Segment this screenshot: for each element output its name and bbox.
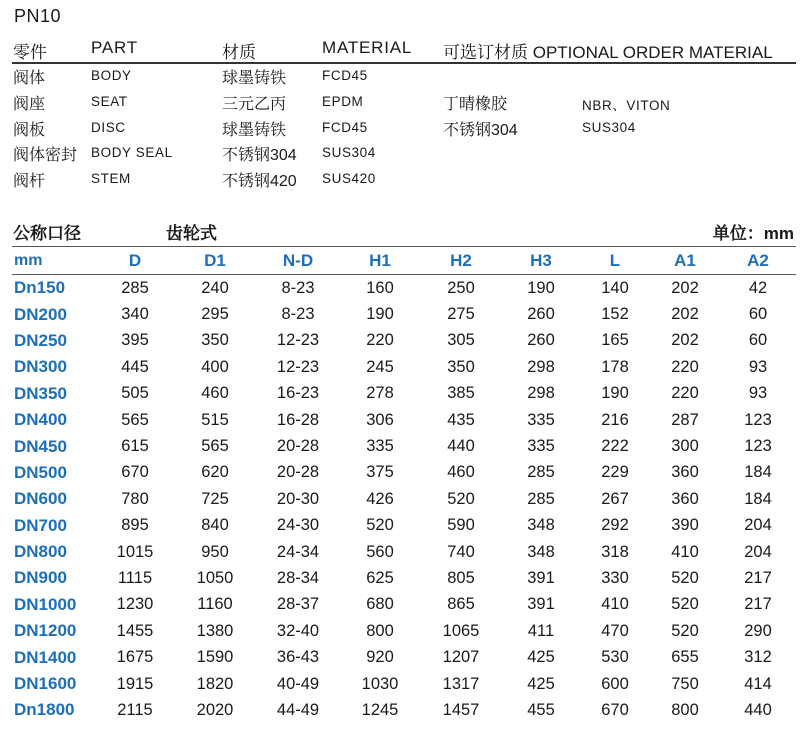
dimension-cell: 1380 (196, 621, 234, 640)
dimension-cell: 240 (201, 278, 229, 297)
dimension-cell: 340 (121, 305, 149, 324)
table-row (12, 644, 796, 670)
dimension-cell: 895 (121, 516, 149, 535)
nominal-size-cell: DN350 (14, 383, 67, 403)
column-header: D1 (174, 247, 256, 275)
part-en-cell: DISC (91, 119, 126, 135)
dimension-cell: 44-49 (276, 700, 320, 719)
dimension-cell: 306 (366, 410, 394, 429)
dimension-cell: 123 (744, 410, 772, 429)
dimension-cell: 460 (447, 463, 475, 482)
dimension-cell: 335 (527, 410, 555, 429)
table-row (12, 513, 796, 539)
part-cn-cell: 阀体 (13, 70, 46, 87)
dimension-cell: 220 (366, 331, 394, 350)
part-en-cell: BODY (91, 68, 132, 83)
dimension-cell: 260 (527, 331, 555, 350)
nominal-size-cell: Dn1800 (14, 700, 75, 720)
dimension-cell: 318 (601, 542, 629, 561)
material-row (0, 141, 804, 167)
dimension-cell: 16-23 (276, 384, 320, 403)
dimension-cell: 190 (366, 305, 394, 324)
table-row (12, 539, 796, 565)
materials-table (0, 64, 804, 193)
material-en-cell: SUS304 (322, 145, 376, 161)
dimension-cell: 93 (748, 384, 768, 403)
dimension-cell: 385 (447, 384, 475, 403)
dimension-cell: 560 (366, 542, 394, 561)
optional-cn-cell: 丁晴橡胶 (443, 95, 508, 113)
dimension-cell: 42 (748, 278, 768, 297)
dimension-cell: 202 (671, 305, 699, 324)
material-en-cell: FCD45 (322, 68, 368, 83)
dimension-cell: 290 (744, 621, 772, 640)
dimension-cell: 1915 (116, 674, 154, 693)
dimension-cell: 800 (366, 621, 394, 640)
dimension-cell: 298 (527, 357, 555, 376)
dimension-cell: 655 (671, 648, 699, 667)
dimension-cell: 600 (601, 674, 629, 693)
dimension-cell: 12-23 (276, 357, 320, 376)
dimension-cell: 1675 (116, 648, 154, 667)
dimension-cell: 285 (527, 489, 555, 508)
dimension-cell: 2115 (117, 700, 153, 719)
dimension-cell: 350 (447, 357, 475, 376)
dimension-cell: 348 (527, 516, 555, 535)
table-row (12, 618, 796, 644)
table-row (12, 354, 796, 380)
dimension-cell: 390 (671, 516, 699, 535)
part-cn-cell: 阀杆 (13, 173, 46, 191)
nominal-size-cell: DN200 (14, 304, 67, 324)
dimension-cell: 950 (201, 542, 229, 561)
table-row (12, 671, 796, 697)
dimension-cell: 1230 (116, 595, 154, 614)
table-row (12, 565, 796, 591)
dimension-cell: 440 (744, 700, 772, 719)
dimension-cell: 620 (201, 463, 229, 482)
dimension-cell: 670 (121, 463, 149, 482)
dimension-cell: 455 (527, 700, 555, 719)
table-row (12, 460, 796, 486)
nominal-size-cell: DN500 (14, 462, 67, 482)
nominal-size-cell: DN1200 (14, 621, 77, 641)
dimension-cell: 670 (601, 700, 629, 719)
dimension-cell: 1455 (116, 621, 154, 640)
nominal-size-cell: Dn150 (14, 278, 66, 298)
part-en-header: PART (91, 38, 138, 57)
dimension-cell: 260 (527, 305, 555, 324)
dimension-cell: 840 (201, 516, 229, 535)
dimension-cell: 295 (201, 305, 229, 324)
column-header: A1 (650, 247, 720, 275)
dimension-cell: 165 (601, 331, 629, 350)
operation-type-label: 齿轮式 (166, 224, 217, 243)
dimension-cell: 515 (201, 410, 229, 429)
dimension-cell: 414 (744, 674, 772, 693)
dimension-cell: 28-34 (276, 568, 320, 587)
dimension-cell: 1015 (116, 542, 154, 561)
dimension-cell: 217 (744, 595, 772, 614)
dimension-cell: 565 (121, 410, 149, 429)
dimension-cell: 395 (121, 331, 149, 350)
column-header: L (580, 247, 650, 275)
dimension-cell: 32-40 (276, 621, 320, 640)
material-en-header: MATERIAL (322, 38, 413, 57)
dimension-cell: 1820 (196, 674, 234, 693)
dimension-table-header (12, 247, 796, 275)
dimension-cell: 520 (447, 489, 475, 508)
dimension-cell: 865 (447, 595, 475, 614)
dimension-cell: 298 (527, 384, 555, 403)
dimension-cell: 440 (447, 437, 475, 456)
dimension-cell: 426 (366, 489, 394, 508)
nominal-size-cell: DN450 (14, 436, 67, 456)
dimension-cell: 360 (671, 489, 699, 508)
material-cn-header: 材质 (222, 43, 256, 62)
dimension-cell: 360 (671, 463, 699, 482)
dimension-cell: 1590 (196, 648, 234, 667)
dimension-cell: 530 (601, 648, 629, 667)
dimension-cell: 36-43 (276, 648, 320, 667)
column-header: H3 (502, 247, 580, 275)
dimension-cell: 24-30 (276, 516, 320, 535)
table-row (12, 301, 796, 327)
nominal-size-label: 公称口径 (13, 224, 81, 243)
dimension-cell: 375 (366, 463, 394, 482)
column-header: H1 (340, 247, 420, 275)
dimension-cell: 275 (447, 305, 475, 324)
material-cn-cell: 球墨铸铁 (222, 121, 287, 139)
dimension-cell: 435 (447, 410, 475, 429)
dimension-cell: 520 (671, 621, 699, 640)
column-header: A2 (720, 247, 796, 275)
dimension-cell: 278 (366, 384, 394, 403)
dimension-cell: 1245 (361, 700, 399, 719)
dimension-cell: 740 (447, 542, 475, 561)
dimension-cell: 445 (121, 357, 149, 376)
dimension-cell: 300 (671, 437, 699, 456)
dimension-cell: 285 (121, 278, 149, 297)
table-row (12, 697, 796, 723)
dimension-cell: 800 (671, 700, 699, 719)
dimension-cell: 285 (527, 463, 555, 482)
dimension-cell: 220 (671, 384, 699, 403)
dimension-cell: 615 (121, 437, 149, 456)
dimension-cell: 805 (447, 568, 475, 587)
dimension-cell: 520 (671, 595, 699, 614)
dimension-cell: 8-23 (281, 278, 315, 297)
dimension-cell: 1030 (361, 674, 399, 693)
table-row (12, 328, 796, 354)
nominal-size-cell: DN700 (14, 515, 67, 535)
dimension-cell: 216 (601, 410, 629, 429)
dimension-cell: 250 (447, 278, 475, 297)
dimension-cell: 565 (201, 437, 229, 456)
part-en-cell: SEAT (91, 93, 128, 109)
material-row (0, 90, 804, 116)
table-row (12, 433, 796, 459)
dimension-cell: 28-37 (276, 595, 320, 614)
dimension-cell: 93 (748, 357, 768, 376)
nominal-size-cell: DN250 (14, 330, 67, 350)
nominal-size-cell: DN1000 (14, 594, 77, 614)
dimension-cell: 335 (527, 437, 555, 456)
dimension-cell: 20-30 (276, 489, 320, 508)
nominal-size-cell: DN600 (14, 489, 67, 509)
column-header: H2 (420, 247, 502, 275)
dimension-cell: 1050 (196, 568, 234, 587)
dimension-cell: 60 (748, 305, 768, 324)
dimension-cell: 152 (601, 305, 629, 324)
dimension-cell: 350 (201, 331, 229, 350)
material-cn-cell: 不锈钢304 (222, 147, 297, 165)
optional-cn-cell: 不锈钢304 (443, 121, 518, 139)
pressure-class-title: PN10 (14, 6, 62, 26)
material-row (0, 116, 804, 142)
dimension-cell: 220 (671, 357, 699, 376)
dimension-cell: 202 (671, 278, 699, 297)
optional-en-cell: SUS304 (582, 119, 636, 135)
dimension-cell: 330 (601, 568, 629, 587)
dimension-cell: 16-28 (276, 410, 320, 429)
part-cn-cell: 阀座 (13, 95, 46, 113)
optional-en-cell: NBR、VITON (582, 97, 671, 113)
dimension-cell: 391 (527, 595, 555, 614)
table-row (12, 592, 796, 618)
dimension-cell: 470 (601, 621, 629, 640)
unit-label: 单位：mm (712, 224, 794, 243)
nominal-size-cell: DN1400 (14, 647, 77, 667)
dimension-cell: 245 (366, 357, 394, 376)
dimension-cell: 460 (201, 384, 229, 403)
dimension-cell: 520 (671, 568, 699, 587)
dimension-cell: 1207 (442, 648, 480, 667)
material-row (0, 64, 804, 90)
dimension-cell: 140 (601, 278, 629, 297)
dimension-cell: 60 (748, 331, 768, 350)
column-header: N-D (256, 247, 340, 275)
dimension-cell: 160 (366, 278, 394, 297)
dimension-cell: 8-23 (281, 305, 315, 324)
dimension-cell: 780 (121, 489, 149, 508)
part-cn-cell: 阀体密封 (13, 147, 78, 165)
dimension-cell: 40-49 (276, 674, 320, 693)
dimension-cell: 12-23 (276, 331, 320, 350)
dimension-cell: 725 (201, 489, 229, 508)
materials-header (0, 38, 804, 62)
dimension-cell: 505 (121, 384, 149, 403)
dimension-cell: 204 (744, 542, 772, 561)
dimension-table (12, 246, 796, 724)
dimension-cell: 24-34 (276, 542, 320, 561)
material-cn-cell: 球墨铸铁 (222, 70, 287, 87)
nominal-size-cell: DN900 (14, 568, 67, 588)
dimension-cell: 190 (527, 278, 555, 297)
dimension-cell: 178 (601, 357, 629, 376)
dimension-cell: 410 (601, 595, 629, 614)
dimension-cell: 305 (447, 331, 475, 350)
material-en-cell: EPDM (322, 93, 364, 109)
dimension-cell: 625 (366, 568, 394, 587)
dimension-cell: 292 (601, 516, 629, 535)
dimension-cell: 20-28 (276, 437, 320, 456)
dimension-cell: 1065 (442, 621, 480, 640)
dimension-cell: 229 (601, 463, 629, 482)
dimension-cell: 267 (601, 489, 629, 508)
material-row (0, 167, 804, 193)
dimension-cell: 2020 (196, 700, 234, 719)
table-row (12, 486, 796, 512)
nominal-size-cell: DN300 (14, 357, 67, 377)
nominal-size-cell: DN1600 (14, 674, 77, 694)
part-cn-header: 零件 (13, 43, 47, 62)
table-row (12, 275, 796, 302)
dimension-cell: 425 (527, 674, 555, 693)
dimension-cell: 680 (366, 595, 394, 614)
dimension-cell: 348 (527, 542, 555, 561)
dimension-cell: 202 (671, 331, 699, 350)
dimension-cell: 217 (744, 568, 772, 587)
material-cn-cell: 不锈钢420 (222, 173, 297, 191)
dimension-cell: 287 (671, 410, 699, 429)
dimension-cell: 1115 (117, 568, 153, 587)
dimension-cell: 410 (671, 542, 699, 561)
dimension-cell: 184 (744, 463, 772, 482)
dimension-cell: 190 (601, 384, 629, 403)
dimension-cell: 222 (601, 437, 629, 456)
table-row (12, 407, 796, 433)
dimension-cell: 335 (366, 437, 394, 456)
dimension-cell: 425 (527, 648, 555, 667)
table-row (12, 381, 796, 407)
dimension-cell: 312 (744, 648, 772, 667)
part-en-cell: STEM (91, 171, 131, 187)
dimension-cell: 20-28 (276, 463, 320, 482)
material-en-cell: SUS420 (322, 171, 376, 187)
dimension-cell: 184 (744, 489, 772, 508)
column-header: mm (12, 247, 96, 275)
dimension-cell: 520 (366, 516, 394, 535)
dimension-cell: 204 (744, 516, 772, 535)
dimension-cell: 750 (671, 674, 699, 693)
dimension-cell: 590 (447, 516, 475, 535)
material-en-cell: FCD45 (322, 119, 368, 135)
dimension-cell: 123 (744, 437, 772, 456)
dimension-cell: 411 (527, 621, 555, 640)
dimension-cell: 1317 (442, 674, 480, 693)
dimension-cell: 1160 (197, 595, 233, 614)
nominal-size-cell: DN800 (14, 542, 67, 562)
dimension-cell: 1457 (442, 700, 480, 719)
material-cn-cell: 三元乙丙 (222, 95, 287, 113)
part-cn-cell: 阀板 (13, 121, 46, 139)
column-header: D (96, 247, 174, 275)
part-en-cell: BODY SEAL (91, 145, 173, 161)
nominal-size-cell: DN400 (14, 410, 67, 430)
optional-material-header: 可选订材质 OPTIONAL ORDER MATERIAL (443, 43, 773, 62)
dimension-cell: 920 (366, 648, 394, 667)
dimension-cell: 391 (527, 568, 555, 587)
dimension-cell: 400 (201, 357, 229, 376)
